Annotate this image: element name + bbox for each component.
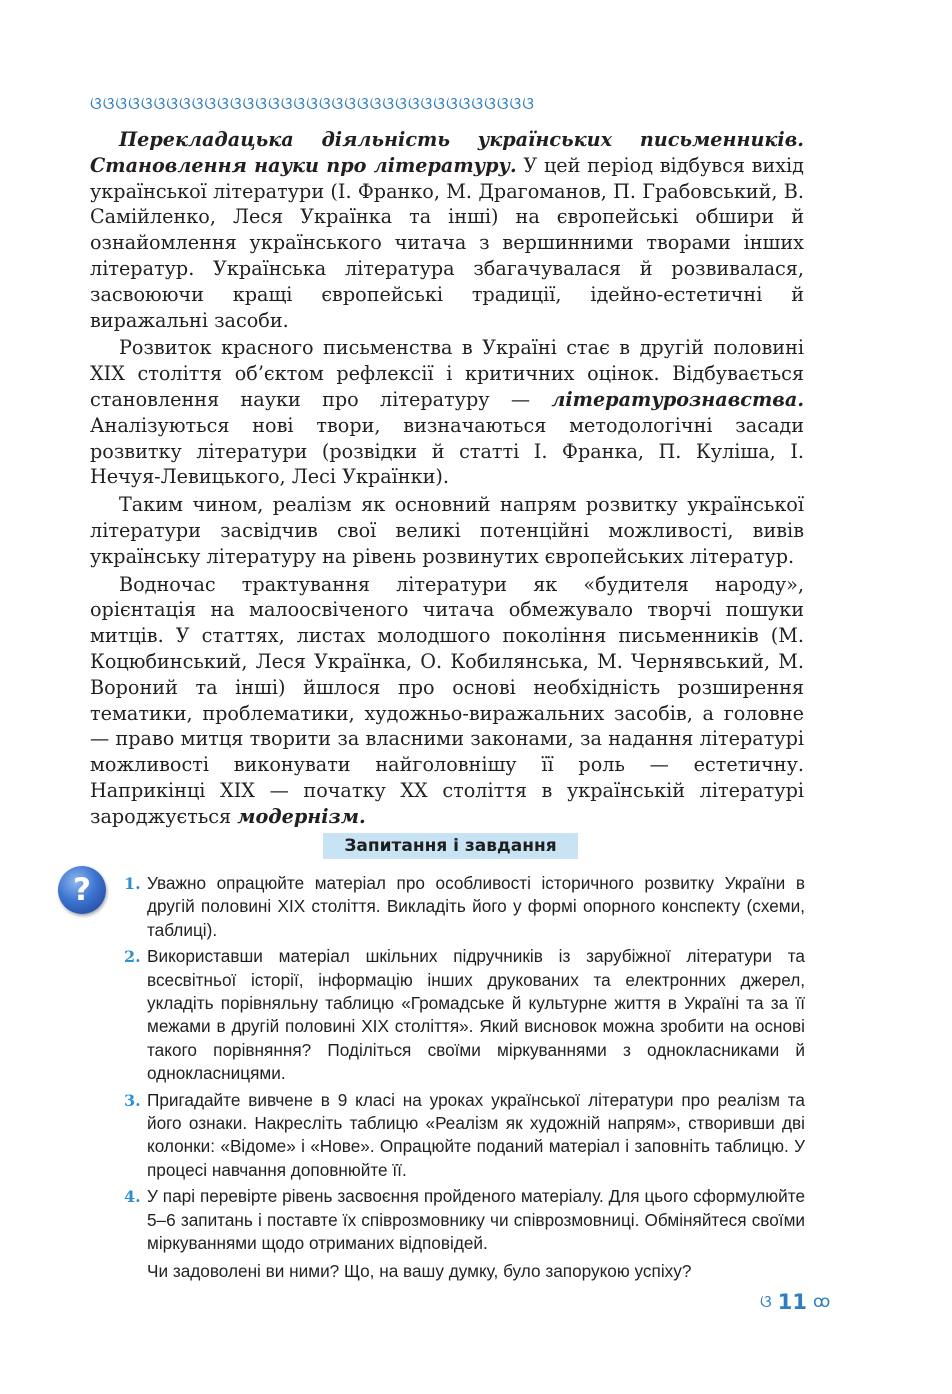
task-text: Використавши матеріал шкільних підручників із зарубіжної літератури та всесвітньої історії, інформацію інших друкованих та електронних джерел, укладіть порівняльну таблицю «Громадське й культурне життя в Україні та за її межами в другій половині XIX століття». Який висновок можна зробити на основі такого порівняння? Поділіться своїми міркуваннями з однокласниками й однокласницями.	[147, 946, 805, 1084]
task-item	[124, 1089, 805, 1183]
paragraph-heading: Перекладацька діяльність українських письменників. Становлення науки про літературу.	[90, 128, 804, 177]
paragraph-text: Водночас трактування літератури як «будителя народу», орієнтація на малоосвіченого читача обмежувало творчі пошуки митців. У статтях, листах молодшого покоління письменників (М. Коцюбинський, Леся Українка, О. Кобилянська, М. Чернявський, М. Вороний та інші) йшлося про основі необхідність розширення тематики, проблематики, художньо-виражальних засобів, а головне — право митця творити за власними законами, за надання літературі можливості виконувати найголовнішу її роль — естетичну. Наприкінці XIX — початку XX століття в українській літературі зароджується	[90, 572, 804, 828]
task-item	[124, 872, 805, 942]
task-number: 3.	[124, 1090, 141, 1110]
task-text-body: У парі перевірте рівень засвоєння пройденого матеріалу. Для цього сформулюйте 5–6 запитань і поставте їх співрозмовнику чи співрозмовниці. Обміняйтеся своїми міркуваннями щодо отриманих відповідей.	[147, 1186, 805, 1254]
task-text-last-line: Чи задоволені ви ними? Що, на вашу думку, було запорукою успіху?	[147, 1260, 692, 1281]
paragraph-text: У цей період відбувся вихід української літератури (І. Франко, М. Драгоманов, П. Грабовський, В. Самійленко, Леся Українка та інші) на європейські обшири й ознайомлення українського читача з вершинними творами інших літератур. Українська література збагачувалася й розвивалася, засвоюючи кращі європейські традиції, ідейно-естетичні й виражальні засоби.	[90, 153, 804, 332]
page-number: 11	[777, 1290, 807, 1314]
task-number: 2.	[124, 947, 141, 967]
task-item	[124, 1185, 805, 1283]
question-icon: ?	[58, 866, 106, 914]
key-term: літературознавства.	[551, 387, 804, 411]
paragraph-text: Аналізуються нові твори, визначаються методологічні засади розвитку літератури (розвідки й статті І. Франка, П. Куліша, І. Нечуя-Левицького, Лесі Українки).	[90, 413, 804, 489]
left-ornament-icon: ଓ	[760, 1292, 772, 1312]
paragraph-4	[90, 572, 804, 830]
task-list	[124, 872, 805, 1286]
task-text: Уважно опрацюйте матеріал про особливості історичного розвитку України в другій половині XIX століття. Викладіть його у формі опорного конспекту (схеми, таблиці).	[147, 873, 805, 940]
task-number: 4.	[124, 1187, 141, 1207]
paragraph-text: Розвиток красного письменства в Україні стає в другій половині XIX століття об’єктом рефлексії і критичних оцінок. Відбувається становлення науки про літературу —	[90, 336, 804, 411]
task-item	[124, 945, 805, 1085]
page-number-footer	[760, 1287, 870, 1317]
paragraph-1	[90, 127, 804, 333]
task-text: Пригадайте вивчене в 9 класі на уроках української літератури про реалізм та його ознаки. Накресліть таблицю «Реалізм як художній напрям», створивши дві колонки: «Відоме» і «Нове». Опрацюйте поданий матеріал і заповніть таблицю. У процесі навчання доповнюйте її.	[147, 1089, 805, 1180]
key-term: модернізм.	[237, 804, 366, 828]
right-ornament-icon: ꝏ	[812, 1292, 831, 1312]
paragraph-2	[90, 335, 804, 490]
task-text	[147, 1185, 805, 1283]
top-ornament-border: ଓଓଓଓଓଓଓଓଓଓଓଓଓଓଓଓଓଓଓଓଓଓଓଓଓଓଓଓଓଓଓଓଓଓଓ	[90, 94, 535, 114]
main-text	[90, 127, 804, 830]
task-number: 1.	[124, 874, 141, 893]
section-title: Запитання і завдання	[323, 833, 578, 859]
paragraph-3: Таким чином, реалізм як основний напрям розвитку української літератури засвідчив свої великі потенційні можливості, вивів українську літературу на рівень розвинутих європейських літератур.	[90, 493, 804, 568]
